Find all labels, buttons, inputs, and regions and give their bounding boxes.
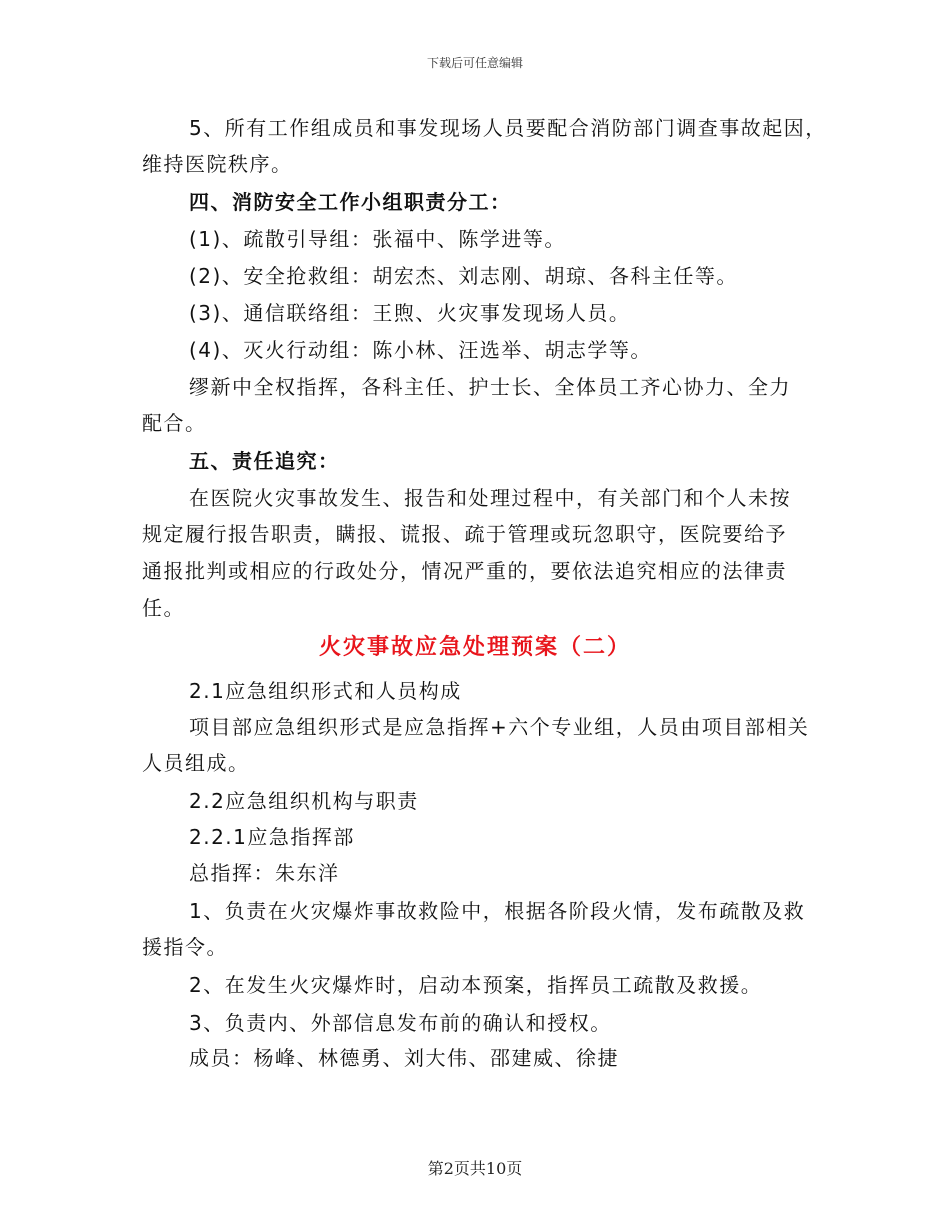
text-line: (4)、灭火行动组：陈小林、汪选举、胡志学等。: [189, 338, 652, 362]
section-heading: 五、责任追究：: [189, 449, 340, 473]
text-line: 在医院火灾事故发生、报告和处理过程中，有关部门和个人未按: [189, 486, 791, 510]
text-line: 5、所有工作组成员和事发现场人员要配合消防部门调查事故起因，: [189, 116, 827, 140]
text-line: (1)、疏散引导组：张福中、陈学进等。: [189, 227, 566, 251]
text-line: 成员：杨峰、林德勇、刘大伟、邵建威、徐捷: [189, 1046, 619, 1070]
text-line: 配合。: [142, 411, 207, 435]
text-line: 项目部应急组织形式是应急指挥+六个专业组，人员由项目部相关: [189, 715, 810, 739]
text-line: 2.2.1应急指挥部: [189, 825, 355, 849]
section-heading: 四、消防安全工作小组职责分工：: [189, 190, 512, 214]
text-line: 通报批判或相应的行政处分，情况严重的，要依法追究相应的法律责: [142, 559, 787, 583]
page-footer: 第2页共10页: [427, 1159, 523, 1178]
text-line: 2.2应急组织机构与职责: [189, 789, 419, 813]
text-line: 规定履行报告职责，瞒报、谎报、疏于管理或玩忽职守，医院要给予: [142, 522, 787, 546]
text-line: (2)、安全抢救组：胡宏杰、刘志刚、胡琼、各科主任等。: [189, 264, 738, 288]
text-line: 1、负责在火灾爆炸事故救险中，根据各阶段火情，发布疏散及救: [189, 899, 806, 923]
text-line: 援指令。: [142, 935, 228, 959]
page-header: 下载后可任意编辑: [426, 56, 523, 70]
text-line: 2、在发生火灾爆炸时，启动本预案，指挥员工疏散及救援。: [189, 973, 763, 997]
text-line: 总指挥：朱东洋: [189, 861, 340, 885]
text-line: 3、负责内、外部信息发布前的确认和授权。: [189, 1011, 612, 1035]
text-line: (3)、通信联络组：王煦、火灾事发现场人员。: [189, 301, 631, 325]
text-line: 人员组成。: [142, 751, 250, 775]
text-line: 缪新中全权指挥，各科主任、护士长、全体员工齐心协力、全力: [189, 375, 791, 399]
text-line: 维持医院秩序。: [142, 152, 293, 176]
text-line: 任。: [142, 596, 185, 620]
text-line: 2.1应急组织形式和人员构成: [189, 679, 462, 703]
document-title: 火灾事故应急处理预案（二）: [318, 635, 631, 660]
